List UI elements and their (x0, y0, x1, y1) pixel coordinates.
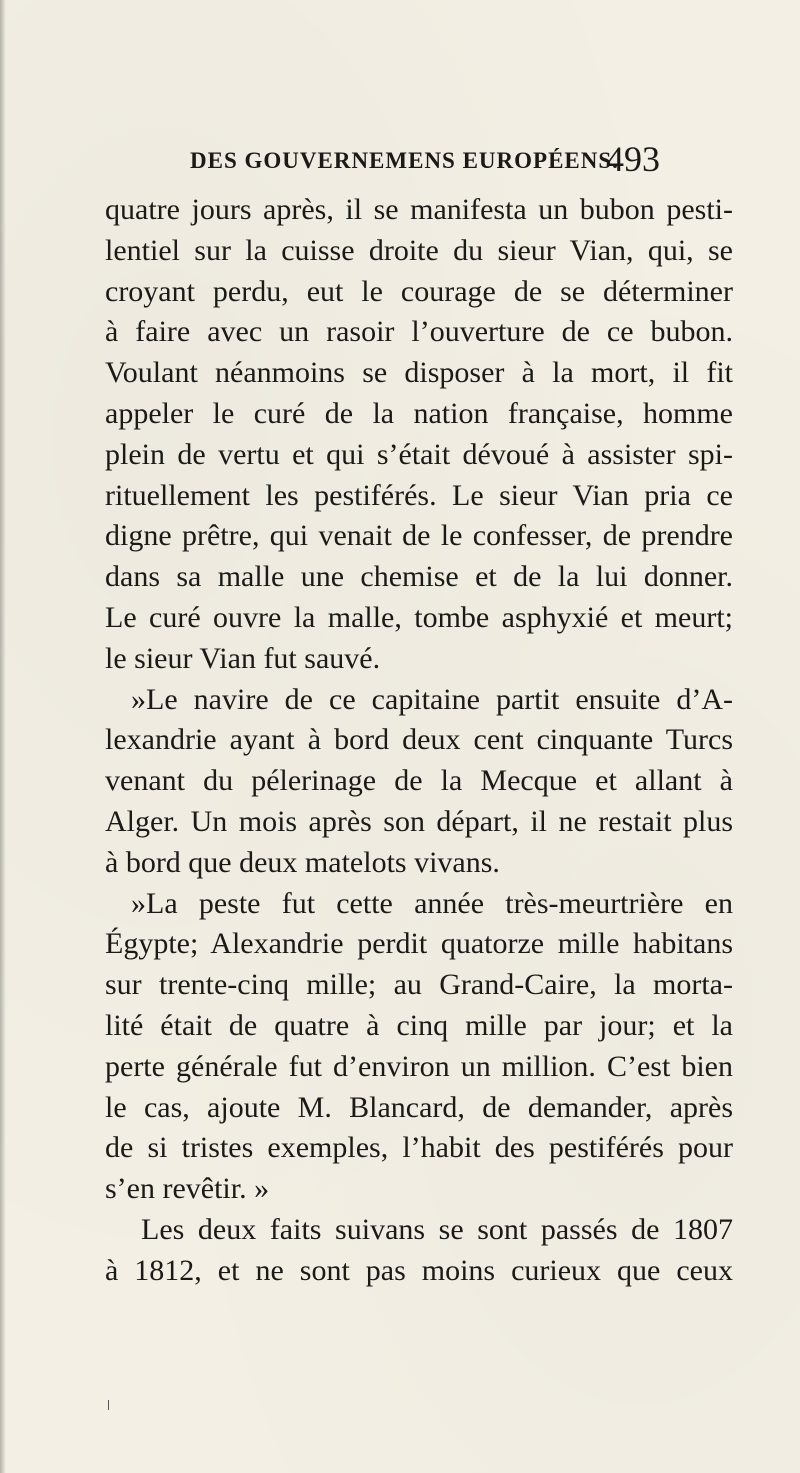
text-line: lité était de quatre à cinq mille par jour; et la (105, 1008, 733, 1042)
text-line: à bord que deux matelots vivans. (105, 845, 500, 879)
text-line: Voulant néanmoins se disposer à la mort, il fit (105, 356, 733, 390)
text-line: lexandrie ayant à bord deux cent cinquante Turcs (105, 723, 733, 757)
page-header (190, 138, 660, 190)
running-head: DES GOUVERNEMENS EUROPÉENS. (190, 148, 619, 173)
page-edge-shadow (0, 0, 6, 1473)
text-line: dans sa malle une chemise et de la lui donner. (105, 560, 733, 594)
stray-print-mark (108, 1400, 109, 1410)
text-line: Les deux faits suivans se sont passés de 1807 (141, 1212, 733, 1246)
text-line: sur trente-cinq mille; au Grand-Caire, la morta- (105, 968, 733, 1002)
text-line: »La peste fut cette année très-meurtrière en (131, 886, 733, 920)
text-line: s’en revêtir. » (105, 1172, 270, 1206)
page-number: 493 (606, 139, 660, 179)
text-line: lentiel sur la cuisse droite du sieur Vian, qui, se (105, 233, 733, 267)
text-line: rituellement les pestiférés. Le sieur Vian pria ce (105, 478, 733, 512)
text-line: perte générale fut d’environ un million. C’est bien (105, 1049, 733, 1083)
text-line: croyant perdu, eut le courage de se déterminer (105, 274, 733, 308)
text-line: le cas, ajoute M. Blancard, de demander, après (105, 1090, 733, 1124)
text-line: quatre jours après, il se manifesta un bubon pesti- (105, 193, 733, 226)
text-line: le sieur Vian fut sauvé. (105, 641, 381, 675)
text-line: digne prêtre, qui venait de le confesser, de prendre (105, 519, 733, 553)
text-line: plein de vertu et qui s’était dévoué à assister spi- (105, 437, 733, 471)
body-text (105, 190, 733, 1292)
text-line: Le curé ouvre la malle, tombe asphyxié et meurt; (105, 600, 733, 634)
text-line: Égypte; Alexandrie perdit quatorze mille habitans (105, 927, 733, 961)
text-line: à 1812, et ne sont pas moins curieux que ceux (105, 1253, 733, 1287)
text-line: appeler le curé de la nation française, homme (105, 396, 733, 430)
text-line: venant du pélerinage de la Mecque et allant à (105, 764, 733, 798)
text-line: »Le navire de ce capitaine partit ensuite d’A- (131, 682, 733, 716)
text-line: Alger. Un mois après son départ, il ne restait plus (105, 804, 733, 838)
text-line: de si tristes exemples, l’habit des pestiférés pour (105, 1131, 733, 1165)
text-line: à faire avec un rasoir l’ouverture de ce bubon. (105, 315, 733, 349)
